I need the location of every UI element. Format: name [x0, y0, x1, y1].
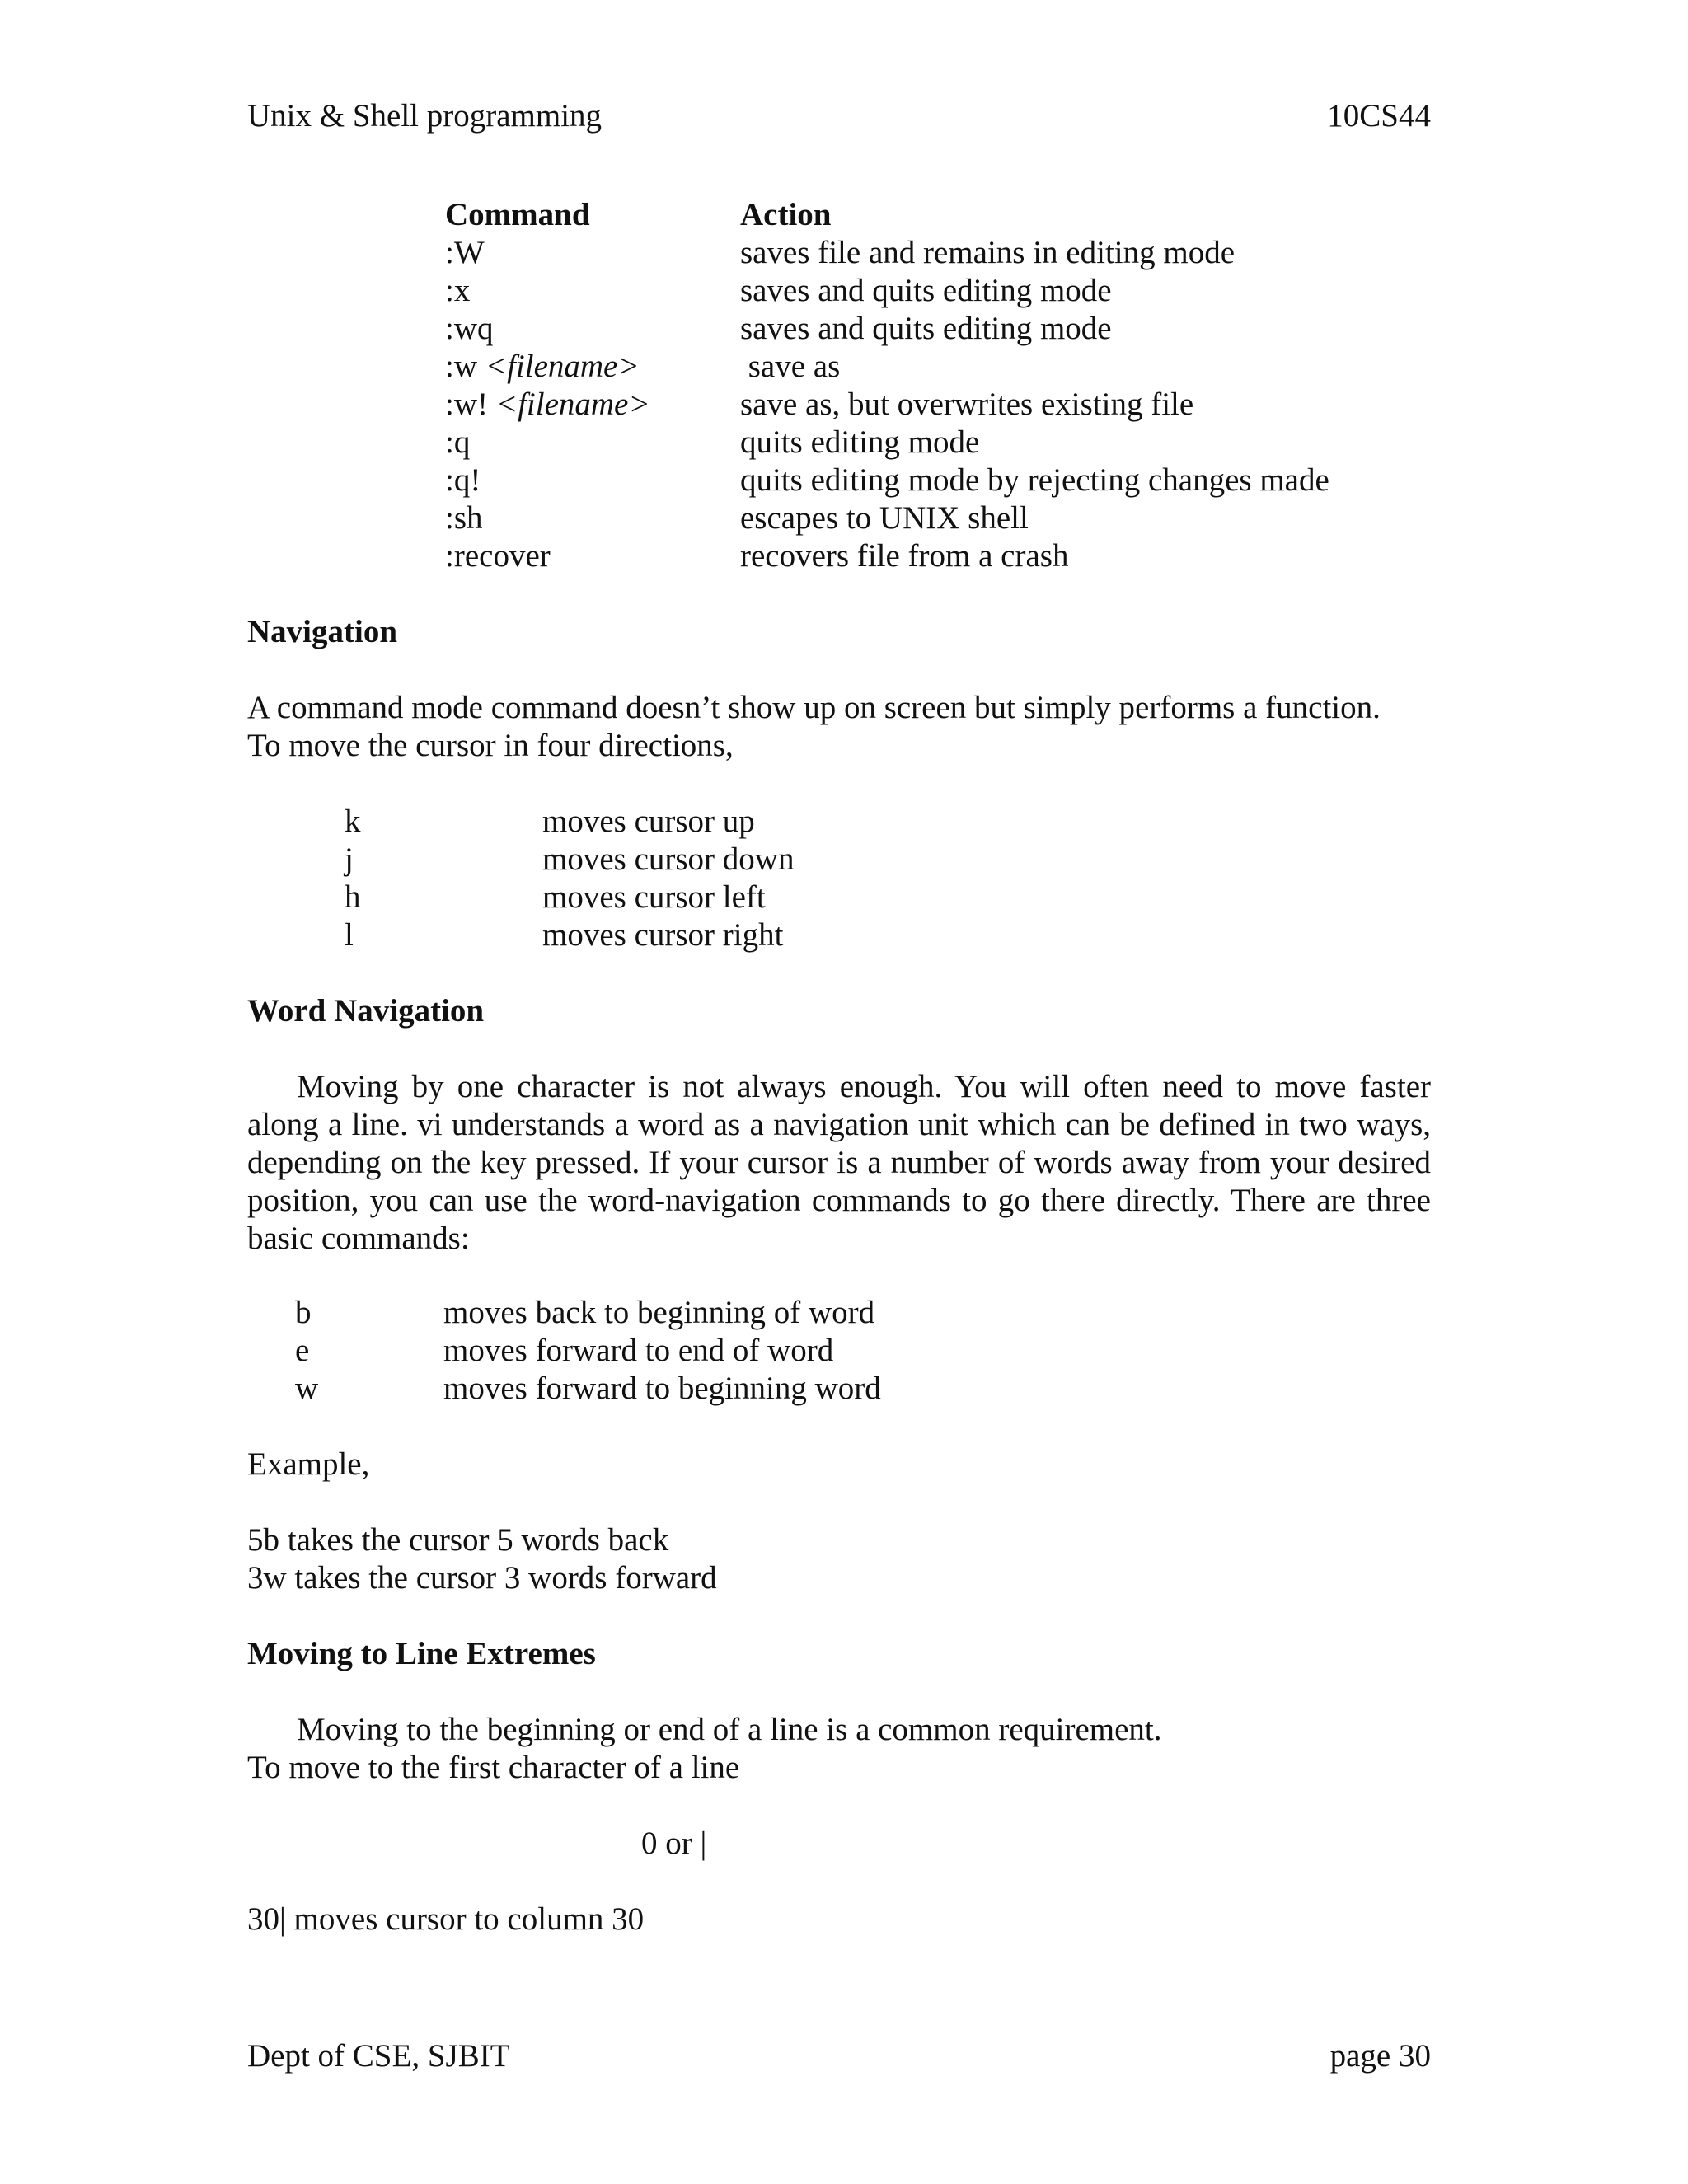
table-cell-action: quits editing mode by rejecting changes made	[740, 462, 1329, 498]
table-cell-command: :w! <filename>	[445, 387, 650, 422]
page-footer-department: Dept of CSE, SJBIT	[247, 2038, 510, 2074]
filename-arg: <filename>	[485, 349, 640, 384]
table-cell-command: :q	[445, 424, 471, 460]
key-label: l	[345, 917, 354, 953]
word-navigation-paragraph: Moving by one character is not always enough. You will often need to move faster along a line. vi understands a word as a navigation unit which can be defined in two ways, depending on the key pressed. If your cursor is a number of words away from your desired position, you can use the word-navigation commands to go there directly. There are three basic commands:	[247, 1069, 1431, 1256]
page-header-course-code: 10CS44	[1327, 98, 1431, 134]
key-description: moves back to beginning of word	[443, 1295, 875, 1330]
table-cell-action: quits editing mode	[740, 424, 980, 460]
navigation-text-line: To move the cursor in four directions,	[247, 728, 734, 763]
table-header-action: Action	[740, 197, 832, 232]
table-cell-command: :recover	[445, 538, 551, 574]
example-line: 5b takes the cursor 5 words back	[247, 1522, 669, 1558]
key-description: moves cursor left	[542, 879, 766, 915]
table-cell-action: saves file and remains in editing mode	[740, 235, 1236, 270]
table-header-command: Command	[445, 197, 590, 232]
table-cell-action: saves and quits editing mode	[740, 273, 1112, 308]
table-cell-command: :W	[445, 235, 485, 270]
key-label: j	[345, 841, 354, 877]
section-heading-word-navigation: Word Navigation	[247, 993, 485, 1029]
table-cell-command: :wq	[445, 311, 494, 346]
line-extremes-text-line: To move to the first character of a line	[247, 1750, 740, 1785]
table-cell-action: save as	[740, 349, 841, 384]
key-description: moves forward to end of word	[443, 1333, 834, 1368]
table-cell-command: :sh	[445, 500, 483, 536]
page-number: page 30	[1329, 2038, 1431, 2074]
page-header-title: Unix & Shell programming	[247, 98, 603, 134]
example-line: 3w takes the cursor 3 words forward	[247, 1560, 717, 1596]
table-cell-action: escapes to UNIX shell	[740, 500, 1029, 536]
key-label: e	[295, 1333, 310, 1368]
navigation-text-line: A command mode command doesn’t show up on screen but simply performs a function.	[247, 690, 1381, 725]
table-cell-action: recovers file from a crash	[740, 538, 1069, 574]
line-start-command: 0 or |	[641, 1825, 707, 1861]
table-cell-command: :x	[445, 273, 471, 308]
section-heading-line-extremes: Moving to Line Extremes	[247, 1636, 596, 1671]
key-label: b	[295, 1295, 312, 1330]
table-cell-command: :q!	[445, 462, 481, 498]
example-label: Example,	[247, 1446, 370, 1482]
key-description: moves cursor up	[542, 804, 755, 839]
table-cell-action: saves and quits editing mode	[740, 311, 1112, 346]
table-cell-command: :w <filename>	[445, 349, 640, 384]
line-extremes-text-line: Moving to the beginning or end of a line is a common requirement.	[297, 1712, 1162, 1747]
filename-arg: <filename>	[495, 387, 650, 422]
table-cell-action: save as, but overwrites existing file	[740, 387, 1194, 422]
section-heading-navigation: Navigation	[247, 614, 398, 649]
key-label: h	[345, 879, 361, 915]
key-label: k	[345, 804, 361, 839]
column-move-note: 30| moves cursor to column 30	[247, 1901, 645, 1937]
key-label: w	[295, 1371, 319, 1406]
key-description: moves cursor right	[542, 917, 784, 953]
key-description: moves cursor down	[542, 841, 795, 877]
key-description: moves forward to beginning word	[443, 1371, 881, 1406]
